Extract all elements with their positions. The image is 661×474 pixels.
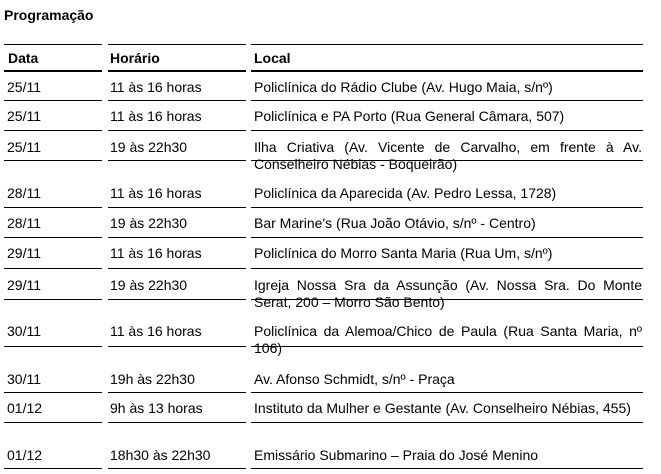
row-divider [108,299,246,300]
row-time: 9h às 13 horas [110,400,203,416]
row-divider [4,468,102,469]
row-date: 30/11 [7,323,41,339]
row-time: 19 às 22h30 [110,215,188,231]
row-time: 11 às 16 horas [110,245,202,261]
row-location: Policlínica da Aparecida (Av. Pedro Lessa, 1728) [254,185,557,201]
row-divider [4,160,102,161]
row-divider [251,160,643,161]
row-divider [251,422,643,423]
row-divider [108,268,246,269]
row-time: 19h às 22h30 [110,371,195,387]
row-location: Policlínica do Morro Santa Maria (Rua Um, s/nº) [254,245,553,261]
table-top-rule [251,44,643,45]
row-time: 11 às 16 horas [110,108,202,124]
row-location: Policlínica e PA Porto (Rua General Câmara, 507) [254,108,565,124]
row-divider [251,392,643,393]
row-divider [4,207,102,208]
header-rule [108,70,246,72]
row-divider [4,237,102,238]
row-divider [4,268,102,269]
row-divider [4,346,102,347]
row-date: 28/11 [7,185,41,201]
row-divider [251,100,643,101]
row-time: 11 às 16 horas [110,323,202,339]
row-divider [108,130,246,131]
row-location: Ilha Criativa (Av. Vicente de Carvalho, em frente à Av. Conselheiro Nébias - Boqueirão) [254,139,642,172]
row-divider [251,268,643,269]
row-time: 19 às 22h30 [110,139,188,155]
row-location: Igreja Nossa Sra da Assunção (Av. Nossa Sra. Do Monte Serat, 200 – Morro São Bento) [254,277,642,310]
row-divider [251,346,643,347]
row-time: 19 às 22h30 [110,277,188,293]
row-time: 18h30 às 22h30 [110,447,211,463]
row-date: 30/11 [7,371,41,387]
row-divider [108,160,246,161]
table-top-rule [4,44,102,45]
row-date: 29/11 [7,277,41,293]
row-time: 11 às 16 horas [110,185,202,201]
row-divider [251,237,643,238]
row-location: Bar Marine's (Rua João Otávio, s/nº - Centro) [254,215,536,231]
row-divider [108,237,246,238]
row-divider [251,207,643,208]
column-header-local: Local [254,50,291,66]
row-date: 01/12 [7,400,43,416]
row-divider [4,422,102,423]
row-divider [4,299,102,300]
table-top-rule [108,44,246,45]
row-divider [251,299,643,300]
row-date: 01/12 [7,447,43,463]
row-divider [108,392,246,393]
header-rule [251,70,643,72]
row-divider [108,207,246,208]
row-location: Policlínica da Alemoa/Chico de Paula (Rua Santa Maria, nº 106) [254,323,642,356]
column-header-horario: Horário [110,50,160,66]
row-divider [108,346,246,347]
row-location: Emissário Submarino – Praia do José Menino [254,447,539,463]
header-rule [4,70,102,72]
row-divider [251,468,643,469]
row-date: 25/11 [7,79,41,95]
row-location: Instituto da Mulher e Gestante (Av. Conselheiro Nébias, 455) [254,400,631,416]
row-divider [108,100,246,101]
column-header-data: Data [8,50,39,66]
row-divider [108,422,246,423]
row-date: 28/11 [7,215,41,231]
row-divider [251,130,643,131]
row-time: 11 às 16 horas [110,79,202,95]
row-date: 25/11 [7,139,41,155]
row-date: 25/11 [7,108,41,124]
row-divider [4,100,102,101]
page-title: Programação [4,7,94,23]
row-date: 29/11 [7,245,41,261]
row-divider [4,130,102,131]
row-location: Av. Afonso Schmidt, s/nº - Praça [254,371,455,387]
row-location: Policlínica do Rádio Clube (Av. Hugo Maia, s/nº) [254,79,553,95]
row-divider [108,468,246,469]
row-divider [4,392,102,393]
